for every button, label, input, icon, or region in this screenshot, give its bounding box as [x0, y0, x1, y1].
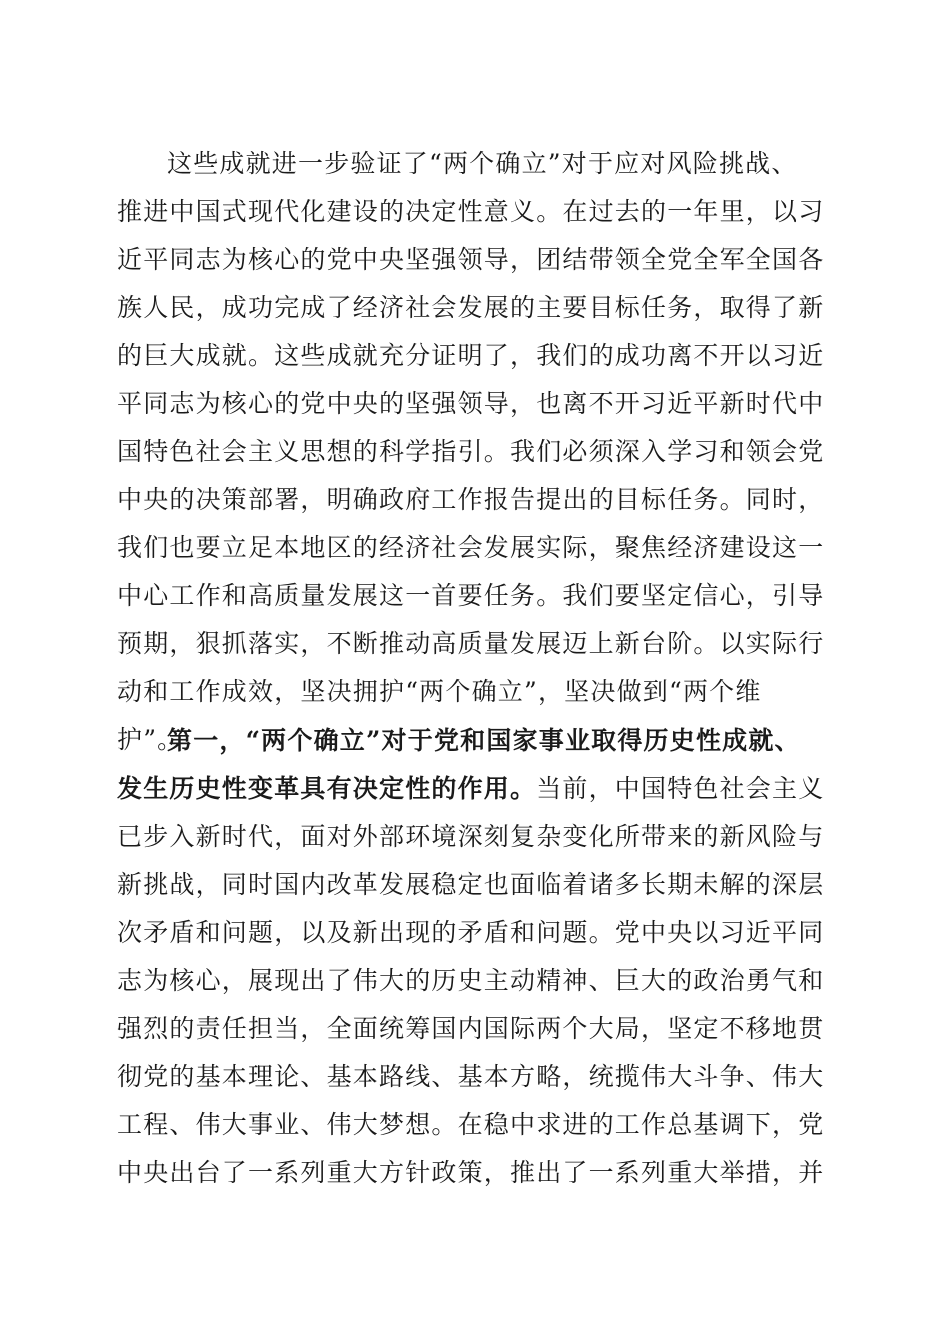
text-line: 次矛盾和问题，以及新出现的矛盾和问题。党中央以习近平同	[117, 918, 825, 947]
section-heading-line-1: 第一，“两个确立”对于党和国家事业取得历史性成就、	[167, 726, 801, 755]
text-line: 工程、伟大事业、伟大梦想。在稳中求进的工作总基调下，党	[117, 1110, 825, 1139]
text-line: 中央出台了一系列重大方针政策，推出了一系列重大举措，并	[117, 1158, 825, 1187]
paragraph-1	[117, 140, 830, 764]
text-line: 中央的决策部署，明确政府工作报告提出的目标任务。同时，	[117, 485, 825, 514]
text-line: 护”。	[117, 725, 184, 754]
section-heading-line-2: 发生历史性变革具有决定性的作用。	[117, 774, 537, 803]
text-line: 近平同志为核心的党中央坚强领导，团结带领全党全军全国各	[117, 245, 825, 274]
text-line: 的巨大成就。这些成就充分证明了，我们的成功离不开以习近	[117, 341, 825, 370]
text-line: 我们也要立足本地区的经济社会发展实际，聚焦经济建设这一	[117, 533, 825, 562]
text-line: 新挑战，同时国内改革发展稳定也面临着诸多长期未解的深层	[117, 870, 825, 899]
text-line: 志为核心，展现出了伟大的历史主动精神、巨大的政治勇气和	[117, 966, 825, 995]
text-line: 中心工作和高质量发展这一首要任务。我们要坚定信心，引导	[117, 581, 825, 610]
text-line: 推进中国式现代化建设的决定性意义。在过去的一年里，以习	[117, 197, 825, 226]
text-line: 平同志为核心的党中央的坚强领导，也离不开习近平新时代中	[117, 389, 825, 418]
paragraph-2	[117, 717, 830, 1197]
text-line: 国特色社会主义思想的科学指引。我们必须深入学习和领会党	[117, 437, 825, 466]
text-line: 族人民，成功完成了经济社会发展的主要目标任务，取得了新	[117, 293, 825, 322]
text-line	[117, 765, 830, 813]
text-span: 当前，中国特色社会主义	[536, 774, 825, 803]
text-line: 这些成就进一步验证了“两个确立”对于应对风险挑战、	[167, 149, 798, 178]
text-line: 彻党的基本理论、基本路线、基本方略，统揽伟大斗争、伟大	[117, 1062, 825, 1091]
text-line: 强烈的责任担当，全面统筹国内国际两个大局，坚定不移地贯	[117, 1014, 825, 1043]
text-line: 预期，狠抓落实，不断推动高质量发展迈上新台阶。以实际行	[117, 629, 825, 658]
text-line: 动和工作成效，坚决拥护“两个确立”，坚决做到“两个维	[117, 677, 762, 706]
text-line: 已步入新时代，面对外部环境深刻复杂变化所带来的新风险与	[117, 822, 825, 851]
